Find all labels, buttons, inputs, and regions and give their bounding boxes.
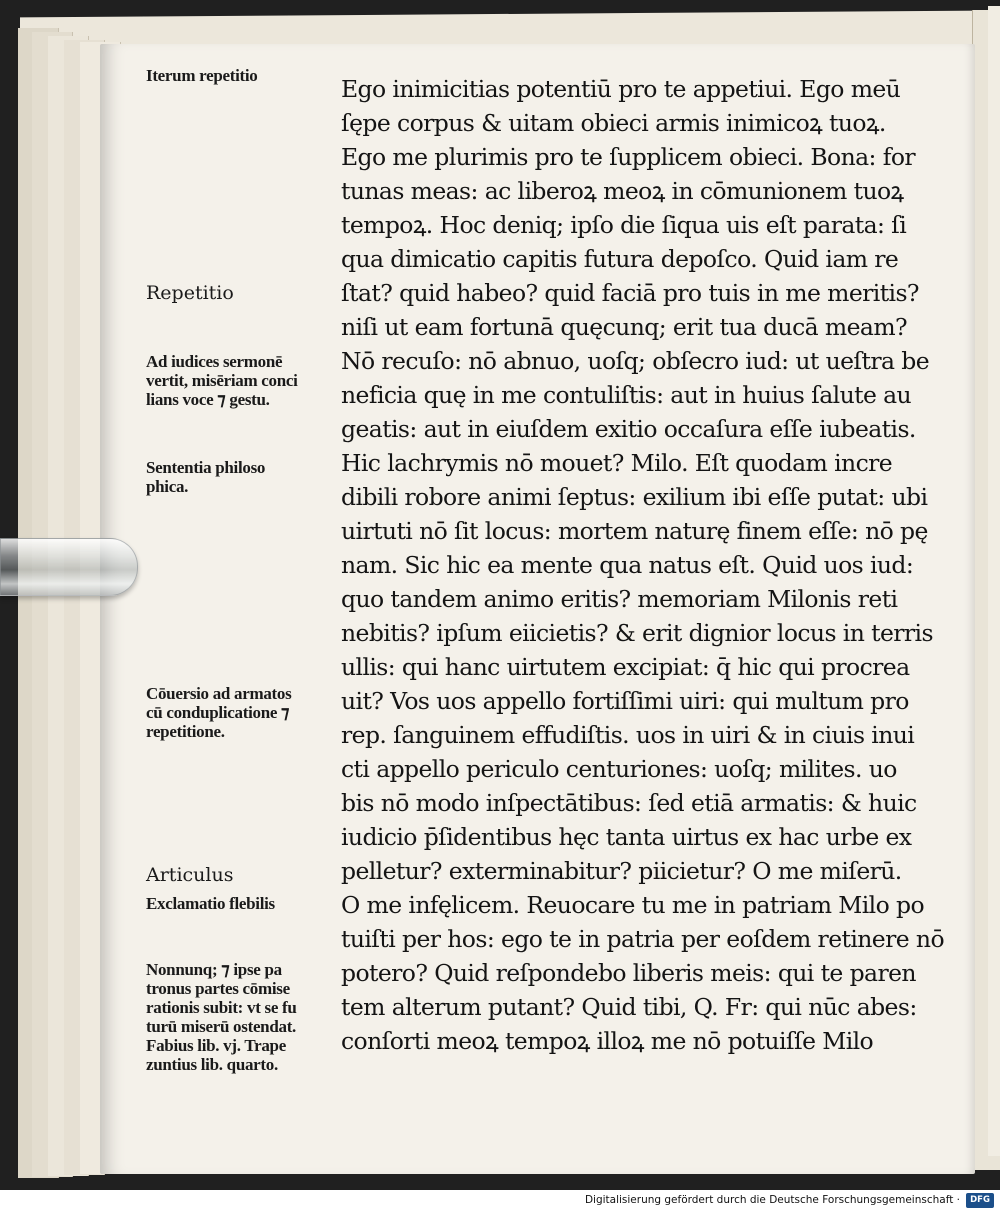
margin-note-line: Sententia philoso xyxy=(146,458,266,477)
text-line: tunas meas: ac liberoꝝ meoꝝ in cōmunionem tuoꝝ xyxy=(341,177,904,205)
text-line: Hic lachrymis nō mouet? Milo. Eſt quodam incre xyxy=(341,449,893,477)
text-line: Nō recuſo: nō abnuo, uoſq; obſecro iud: ut ueſtra be xyxy=(341,347,930,375)
margin-note-line: Articulus xyxy=(146,864,234,886)
margin-note xyxy=(146,684,326,741)
text-line: iudicio p̄ſidentibus hęc tanta uirtus ex hac urbe ex xyxy=(341,823,912,851)
text-line: qua dimicatio capitis futura depoſco. Quid iam re xyxy=(341,245,899,273)
text-line: Ego inimicitias potentiū pro te appetiui. Ego meū xyxy=(341,75,901,103)
text-line: conſorti meoꝝ tempoꝝ illoꝝ me nō potuiſſe Milo xyxy=(341,1027,874,1055)
text-line: bis nō modo inſpectātibus: ſed etiā armatis: & huic xyxy=(341,789,917,817)
margin-note-line: repetitione. xyxy=(146,722,225,741)
text-line: pelletur? exterminabitur? piicietur? O me miſerū. xyxy=(341,857,902,885)
margin-note xyxy=(146,458,326,496)
glass-page-holder xyxy=(0,538,138,596)
margin-note-line: tronus partes cōmise xyxy=(146,979,290,998)
margin-note xyxy=(146,352,326,409)
margin-note xyxy=(146,284,326,303)
margin-note-line: cū conduplicatione ⁊ xyxy=(146,703,290,722)
text-line: geatis: aut in eiuſdem exitio occaſura eſſe iubeatis. xyxy=(341,415,916,443)
margin-note-line: Ad iudices sermonē xyxy=(146,352,283,371)
funding-credit: Digitalisierung gefördert durch die Deutsche Forschungsgemeinschaft · xyxy=(584,1194,960,1206)
margin-note-line: Repetitio xyxy=(146,282,234,304)
margin-note xyxy=(146,66,326,85)
margin-note xyxy=(146,866,326,885)
text-line: ſtat? quid habeo? quid faciā pro tuis in me meritis? xyxy=(341,279,919,307)
margin-note-line: zuntius lib. quarto. xyxy=(146,1055,278,1074)
text-line: nam. Sic hic ea mente qua natus eſt. Quid uos iud: xyxy=(341,551,914,579)
text-line: tuiſti per hos: ego te in patria per eoſdem retinere nō xyxy=(341,925,944,953)
footer-bar xyxy=(0,1190,1000,1212)
margin-note-line: vertit, misēriam conci xyxy=(146,371,298,390)
right-page-edge xyxy=(988,6,1000,1156)
margin-note-line: Cōuersio ad armatos xyxy=(146,684,292,703)
margin-note-line: lians voce ⁊ gestu. xyxy=(146,390,270,409)
margin-note-line: turū miserū ostendat. xyxy=(146,1017,297,1036)
margin-note-line: phica. xyxy=(146,477,189,496)
margin-note-line: Iterum repetitio xyxy=(146,66,258,85)
text-line: cti appello periculo centuriones: uoſq; milites. uo xyxy=(341,755,897,783)
margin-note xyxy=(146,960,326,1074)
text-line: Ego me plurimis pro te ſupplicem obieci. Bona: for xyxy=(341,143,916,171)
text-line: neficia quę in me contuliſtis: aut in huius ſalute au xyxy=(341,381,912,409)
text-line: niſi ut eam fortunā quęcunq; erit tua ducā meam? xyxy=(341,313,908,341)
margin-note-line: Nonnunq; ⁊ ipse pa xyxy=(146,960,282,979)
text-line: tem alterum putant? Quid tibi, Q. Fr: qui nūc abes: xyxy=(341,993,917,1021)
body-text-block xyxy=(341,72,944,1058)
text-line: uirtuti nō ſit locus: mortem naturę finem eſſe: nō pę xyxy=(341,517,928,545)
text-line: quo tandem animo eritis? memoriam Milonis reti xyxy=(341,585,898,613)
margin-note-line: Fabius lib. vj. Trape xyxy=(146,1036,286,1055)
text-line: uit? Vos uos appello fortiſſimi uiri: qui multum pro xyxy=(341,687,909,715)
text-line: potero? Quid reſpondebo liberis meis: qui te paren xyxy=(341,959,916,987)
margin-note-line: Exclamatio flebilis xyxy=(146,894,275,913)
text-line: O me infęlicem. Reuocare tu me in patriam Milo po xyxy=(341,891,924,919)
text-line: dibili robore animi ſeptus: exilium ibi eſſe putat: ubi xyxy=(341,483,928,511)
text-line: nebitis? ipſum eiicietis? & erit dignior locus in terris xyxy=(341,619,933,647)
dfg-logo: DFG xyxy=(966,1193,994,1208)
margin-note xyxy=(146,894,326,913)
margin-note-line: rationis subit: vt se fu xyxy=(146,998,297,1017)
text-line: ſępe corpus & uitam obieci armis inimicoꝝ tuoꝝ. xyxy=(341,109,886,137)
text-line: ullis: qui hanc uirtutem excipiat: q̄ hic qui procrea xyxy=(341,653,910,681)
text-line: rep. ſanguinem effudiſtis. uos in uiri & in ciuis inui xyxy=(341,721,915,749)
text-line: tempoꝝ. Hoc deniq; ipſo die ſiqua uis eſt parata: ſi xyxy=(341,211,907,239)
